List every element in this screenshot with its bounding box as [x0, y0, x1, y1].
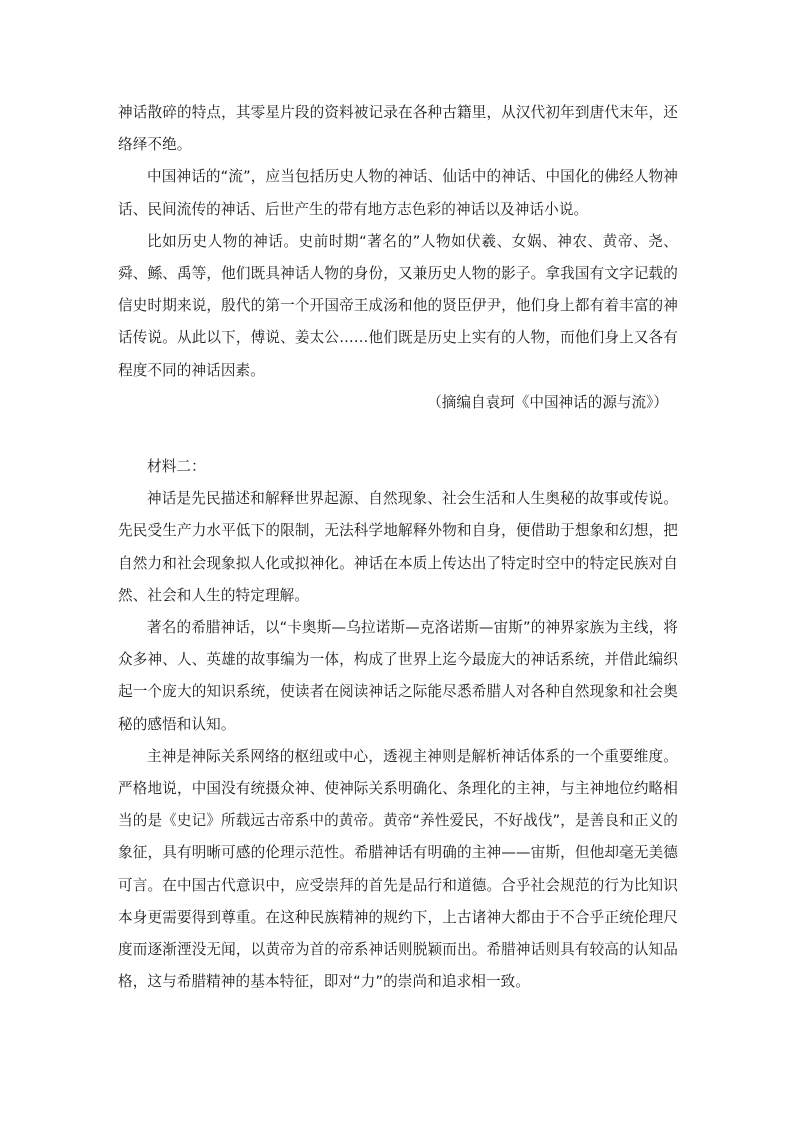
source-citation: （摘编自袁珂《中国神话的源与流》） [427, 393, 668, 411]
paragraph-myth-flow: 中国神话的“流”，应当包括历史人物的神话、仙话中的神话、中国化的佛经人物神话、民间流传的神话、后世产生的带有地方志色彩的神话以及神话小说。 [118, 168, 678, 218]
paragraph-greek-myth: 著名的希腊神话，以“卡奥斯—乌拉诺斯—克洛诺斯—宙斯”的神界家族为主线，将众多神、人、英雄的故事编为一体，构成了世界上迄今最庞大的神话系统，并借此编织起一个庞大的知识系统，使读者在阅读神话之际能尽悉希腊人对各种自然现象和社会奥秘的感悟和认知。 [118, 619, 678, 733]
paragraph-chief-god: 主神是神际关系网络的枢纽或中心，透视主神则是解析神话体系的一个重要维度。严格地说，中国没有统摄众神、使神际关系明确化、条理化的主神，与主神地位约略相当的是《史记》所载远古帝系中的黄帝。黄帝“养性爱民，不好战伐”，是善良和正义的象征，具有明晰可感的伦理示范性。希腊神话有明确的主神——宙斯，但他却毫无美德可言。在中国古代意识中，应受崇拜的首先是品行和道德。合乎社会规范的行为比知识本身更需要得到尊重。在这种民族精神的规约下，上古诸神大都由于不合乎正统伦理尺度而逐渐湮没无闻，以黄帝为首的帝系神话则脱颖而出。希腊神话则具有较高的认知品格，这与希腊精神的基本特征，即对“力”的崇尚和追求相一致。 [118, 747, 678, 991]
document-page [118, 97, 678, 998]
section-gap [118, 419, 678, 451]
paragraph-myth-definition: 神话是先民描述和解释世界起源、自然现象、社会生活和人生奥秘的故事或传说。先民受生产力水平低下的限制，无法科学地解释外物和自身，便借助于想象和幻想，把自然力和社会现象拟人化或拟神化。神话在本质上传达出了特定时空中的特定民族对自然、社会和人生的特定理解。 [118, 490, 678, 604]
paragraph-continuation: 神话散碎的特点，其零星片段的资料被记录在各种古籍里，从汉代初年到唐代末年，还络绎不绝。 [118, 104, 678, 154]
paragraph-historical-figures: 比如历史人物的神话。史前时期“著名的”人物如伏羲、女娲、神农、黄帝、尧、舜、鲧、禹等，他们既具神话人物的身份，又兼历史人物的影子。拿我国有文字记载的信史时期来说，殷代的第一个开国帝王成汤和他的贤臣伊尹，他们身上都有着丰富的神话传说。从此以下，傅说、姜太公……他们既是历史上实有的人物，而他们身上又各有程度不同的神话因素。 [118, 232, 678, 379]
material-two-heading: 材料二： [147, 458, 206, 476]
